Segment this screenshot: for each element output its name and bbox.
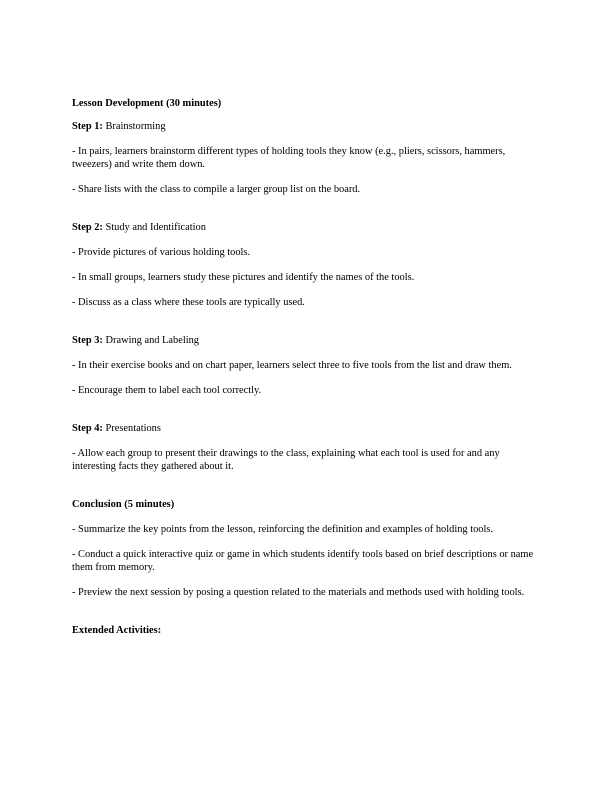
step-1-title: Brainstorming bbox=[105, 121, 166, 132]
step-1-bullet-1: - In pairs, learners brainstorm different types of holding tools they know (e.g., pliers, scissors, hammers, tweezers) and write them down. bbox=[72, 146, 506, 170]
step-3-bullet-2: - Encourage them to label each tool correctly. bbox=[72, 385, 262, 396]
step-4-heading bbox=[72, 422, 542, 435]
step-2-bullet-1: - Provide pictures of various holding tools. bbox=[72, 247, 251, 258]
step-1-label: Step 1: bbox=[72, 121, 103, 132]
step-2-bullet-3: - Discuss as a class where these tools are typically used. bbox=[72, 297, 305, 308]
step-2-bullet-2: - In small groups, learners study these pictures and identify the names of the tools. bbox=[72, 272, 415, 283]
step-3-label: Step 3: bbox=[72, 335, 103, 346]
step-3-heading bbox=[72, 334, 542, 347]
conclusion-bullet-3: - Preview the next session by posing a question related to the materials and methods used with holding tools. bbox=[72, 587, 525, 598]
document-body bbox=[72, 97, 542, 637]
extended-activities-heading: Extended Activities: bbox=[72, 625, 162, 636]
step-4-title: Presentations bbox=[105, 423, 161, 434]
conclusion-bullet-1: - Summarize the key points from the lesson, reinforcing the definition and examples of holding tools. bbox=[72, 524, 494, 535]
lesson-development-heading: Lesson Development (30 minutes) bbox=[72, 98, 222, 109]
conclusion-heading: Conclusion (5 minutes) bbox=[72, 499, 175, 510]
step-3-bullet-1: - In their exercise books and on chart paper, learners select three to five tools from the list and draw them. bbox=[72, 360, 512, 371]
step-4-bullet-1: - Allow each group to present their drawings to the class, explaining what each tool is used for and any interesting facts they gathered about it. bbox=[72, 448, 500, 472]
step-2-heading bbox=[72, 221, 542, 234]
step-2-label: Step 2: bbox=[72, 222, 103, 233]
step-1-bullet-2: - Share lists with the class to compile a larger group list on the board. bbox=[72, 184, 361, 195]
step-1-heading bbox=[72, 120, 542, 133]
step-2-title: Study and Identification bbox=[105, 222, 206, 233]
step-4-label: Step 4: bbox=[72, 423, 103, 434]
conclusion-bullet-2: - Conduct a quick interactive quiz or game in which students identify tools based on brief descriptions or name them from memory. bbox=[72, 549, 534, 573]
step-3-title: Drawing and Labeling bbox=[105, 335, 199, 346]
